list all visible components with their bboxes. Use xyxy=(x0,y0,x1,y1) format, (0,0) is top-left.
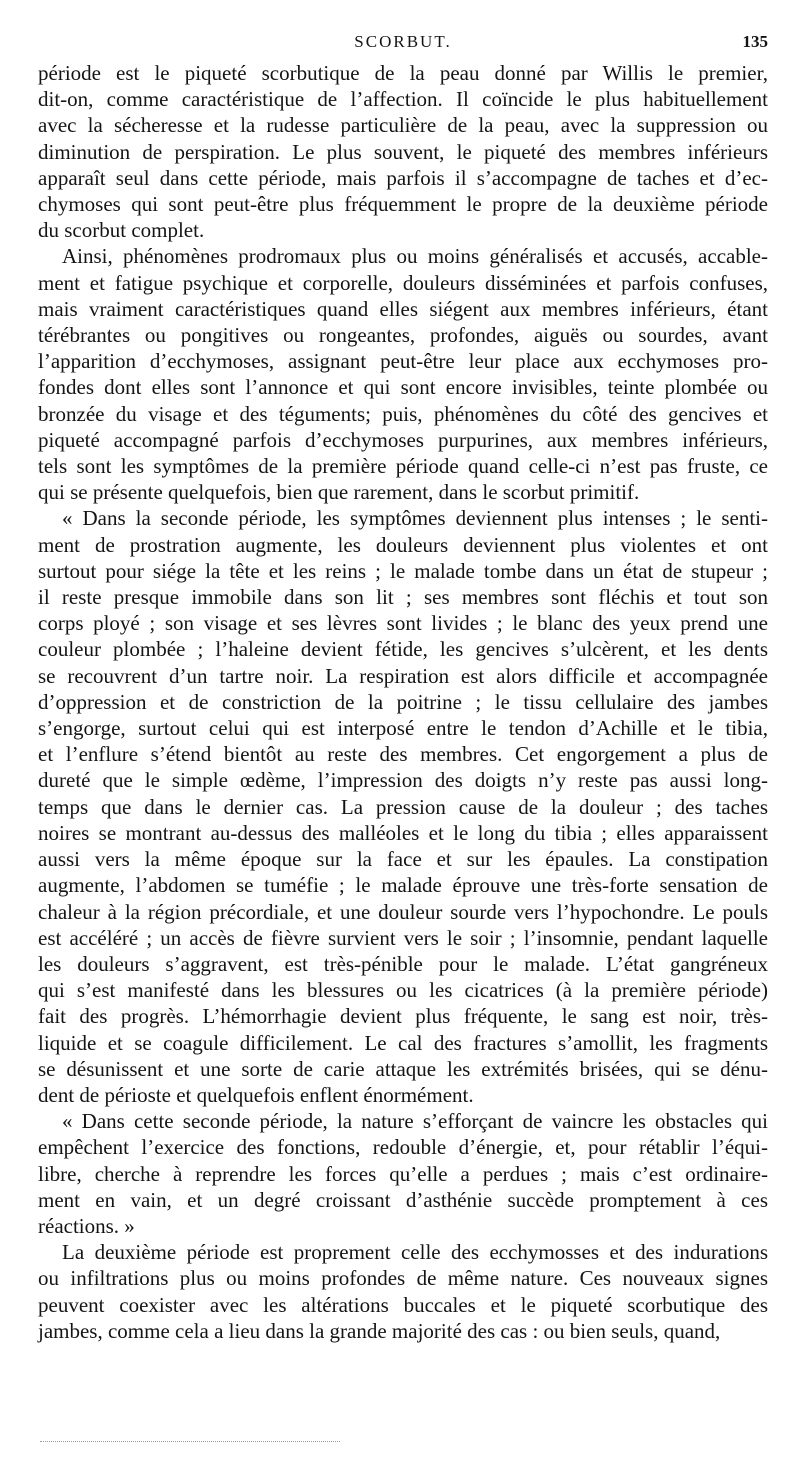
text-line: s’engorge, surtout celui qui est interposé entre le tendon d’Achille et le tibia, xyxy=(38,716,768,741)
text-line: bronzée du visage et des téguments; puis, phénomènes du côté des gencives et xyxy=(38,401,768,426)
body-text xyxy=(38,60,768,1344)
text-line: térébrantes ou pongitives ou rongeantes, profondes, aiguës ou sourdes, avant xyxy=(38,323,768,348)
text-line: fondes dont elles sont l’annonce et qui sont encore invisibles, teinte plombée ou xyxy=(38,375,768,400)
text-line: dent de périoste et quelquefois enflent énormément. xyxy=(38,1082,474,1107)
text-line: dureté que le simple œdème, l’impression des doigts n’y reste pas aussi long- xyxy=(38,768,768,793)
text-line: l’apparition d’ecchymoses, assignant peut-être leur place aux ecchymoses pro- xyxy=(38,349,768,374)
paragraph xyxy=(38,505,768,1108)
text-line: ment et fatigue psychique et corporelle, douleurs disséminées et parfois confuses, xyxy=(38,270,768,295)
paragraph xyxy=(38,243,768,505)
text-line: dit-on, comme caractéristique de l’affection. Il coïncide le plus habituellement xyxy=(38,87,768,112)
text-line: ment en vain, et un degré croissant d’asthénie succède promptement à ces xyxy=(38,1187,768,1212)
text-line: aussi vers la même époque sur la face et sur les épaules. La constipation xyxy=(38,847,768,872)
text-line: piqueté accompagné parfois d’ecchymoses purpurines, aux membres inférieurs, xyxy=(38,427,768,452)
running-head xyxy=(38,32,768,56)
text-line: il reste presque immobile dans son lit ; ses membres sont fléchis et tout son xyxy=(38,585,768,610)
page-number: 135 xyxy=(742,32,768,51)
text-line: qui s’est manifesté dans les blessures ou les cicatrices (à la première période) xyxy=(38,978,768,1003)
text-line: avec la sécheresse et la rudesse particulière de la peau, avec la suppression ou xyxy=(38,113,768,138)
text-line: « Dans la seconde période, les symptômes deviennent plus intenses ; le senti- xyxy=(62,506,768,531)
text-line: couleur plombée ; l’haleine devient fétide, les gencives s’ulcèrent, et les dents xyxy=(38,637,768,662)
text-line: se recouvrent d’un tartre noir. La respiration est alors difficile et accompagnée xyxy=(38,663,768,688)
page-footer-rule xyxy=(40,1441,340,1444)
text-line: « Dans cette seconde période, la nature s’efforçant de vaincre les obstacles qui xyxy=(62,1109,768,1134)
text-line: temps que dans le dernier cas. La pression cause de la douleur ; des taches xyxy=(38,794,768,819)
text-line: augmente, l’abdomen se tuméfie ; le malade éprouve une très-forte sensation de xyxy=(38,873,768,898)
text-line: chymoses qui sont peut-être plus fréquemment le propre de la deuxième période xyxy=(38,192,768,217)
text-line: les douleurs s’aggravent, est très-pénible pour le malade. L’état gangréneux xyxy=(38,951,768,976)
text-line: se désunissent et une sorte de carie attaque les extrémités brisées, qui se dénu- xyxy=(38,1056,768,1081)
text-line: d’oppression et de constriction de la poitrine ; le tissu cellulaire des jambes xyxy=(38,689,768,714)
running-title: SCORBUT. xyxy=(354,32,452,51)
paragraph xyxy=(38,60,768,243)
text-line: noires se montrant au-dessus des malléoles et le long du tibia ; elles apparaissent xyxy=(38,820,768,845)
text-line: surtout pour siége la tête et les reins ; le malade tombe dans un état de stupeur ; xyxy=(38,558,768,583)
text-line: Ainsi, phénomènes prodromaux plus ou moins généralisés et accusés, accable- xyxy=(62,244,768,269)
text-line: réactions. » xyxy=(38,1213,135,1238)
text-line: liquide et se coagule difficilement. Le cal des fractures s’amollit, les fragments xyxy=(38,1030,768,1055)
text-line: période est le piqueté scorbutique de la peau donné par Willis le premier, xyxy=(38,61,768,85)
text-line: du scorbut complet. xyxy=(38,218,205,243)
text-line: est accéléré ; un accès de fièvre survient vers le soir ; l’insomnie, pendant laquelle xyxy=(38,925,768,950)
text-line: qui se présente quelquefois, bien que rarement, dans le scorbut primitif. xyxy=(38,480,640,505)
text-line: empêchent l’exercice des fonctions, redouble d’énergie, et, pour rétablir l’équi- xyxy=(38,1135,768,1160)
paragraph xyxy=(38,1239,768,1344)
text-line: corps ployé ; son visage et ses lèvres sont livides ; le blanc des yeux prend une xyxy=(38,611,768,636)
text-line: diminution de perspiration. Le plus souvent, le piqueté des membres inférieurs xyxy=(38,139,768,164)
text-line: tels sont les symptômes de la première période quand celle-ci n’est pas fruste, ce xyxy=(38,454,768,479)
text-line: libre, cherche à reprendre les forces qu’elle a perdues ; mais c’est ordinaire- xyxy=(38,1161,768,1186)
text-line: et l’enflure s’étend bientôt au reste des membres. Cet engorgement a plus de xyxy=(38,742,768,767)
text-line: apparaît seul dans cette période, mais parfois il s’accompagne de taches et d’ec- xyxy=(38,165,768,190)
text-line: mais vraiment caractéristiques quand elles siégent aux membres inférieurs, étant xyxy=(38,296,768,321)
text-line: peuvent coexister avec les altérations buccales et le piqueté scorbutique des xyxy=(38,1292,768,1317)
paragraph xyxy=(38,1108,768,1239)
text-line: jambes, comme cela a lieu dans la grande majorité des cas : ou bien seuls, quand, xyxy=(38,1318,721,1343)
text-line: La deuxième période est proprement celle des ecchymosses et des indurations xyxy=(62,1240,768,1265)
text-line: chaleur à la région précordiale, et une douleur sourde vers l’hypochondre. Le pouls xyxy=(38,899,768,924)
text-line: ou infiltrations plus ou moins profondes de même nature. Ces nouveaux signes xyxy=(38,1266,768,1291)
text-line: fait des progrès. L’hémorrhagie devient plus fréquente, le sang est noir, très- xyxy=(38,1004,768,1029)
text-line: ment de prostration augmente, les douleurs deviennent plus violentes et ont xyxy=(38,532,768,557)
